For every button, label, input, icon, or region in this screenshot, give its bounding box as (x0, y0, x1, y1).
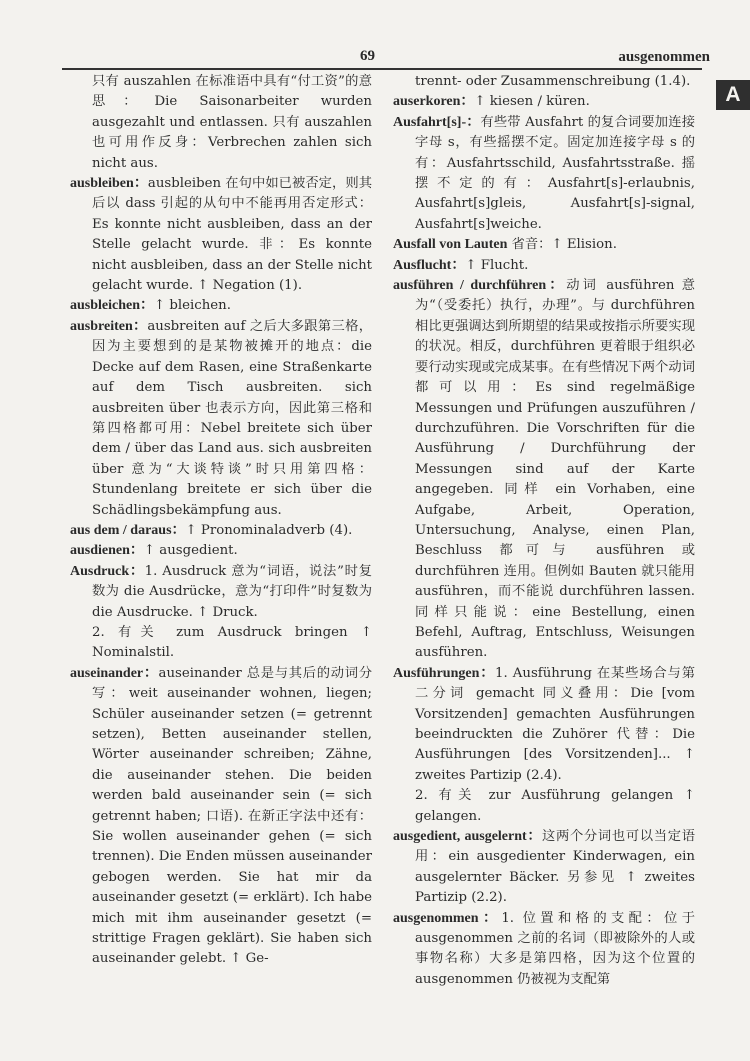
entry-ausgenommen (393, 909, 695, 991)
entry-text: ↑ kiesen / küren. (474, 94, 590, 110)
entry-text: 1. 位置和格的支配：位于 ausgenommen 之前的名词（即被除外的人或事物名称）大多是第四格，因为这个位置的 ausgenommen 仍被视为支配第 (415, 910, 695, 987)
entry-text: ausbleiben 在句中如已被否定，则其后以 dass 引起的从句中不能再用否定形式：Es konnte nicht ausbleiben, dass an der Stelle gelacht wurde. 非：Es konnte nicht ausbleiben, dass an der Stelle nicht gelacht wurde. ↑ Negation (1). (92, 176, 372, 294)
headword: Ausführungen： (393, 665, 496, 681)
entry-text: 1. Ausdruck 意为“词语，说法”时复数为 die Ausdrücke，意为“打印件”时复数为 die Ausdrucke. ↑ Druck. (92, 563, 372, 620)
entry-ausdruck (70, 562, 372, 623)
entry-auserkoren (393, 92, 695, 112)
entry-text: 有些带 Ausfahrt 的复合词要加连接字母 s，有些摇摆不定。固定加连接字母 s 的有：Ausfahrtsschild, Ausfahrtsstraße. 摇摆不定的有：Ausfahrt[s]-erlaubnis, Ausfahrt[s]gleis, Ausfahrt[s]-signal, Ausfahrt[s]weiche. (415, 114, 695, 232)
headword: Ausflucht： (393, 257, 466, 273)
entry-ausgedient (393, 827, 695, 909)
entry-ausfahrt (393, 113, 695, 235)
entry-text: 2. 有关 zum Ausdruck bringen ↑ Nominalstil. (92, 624, 372, 661)
entry-ausfuehren (393, 276, 695, 664)
entry-ausfuehrungen-sense-2 (393, 786, 695, 827)
entry-ausfuehrungen (393, 664, 695, 786)
headword: ausgenommen： (393, 910, 502, 926)
entry-ausbreiten (70, 317, 372, 521)
entry-text: ↑ ausgedient. (143, 543, 238, 559)
entry-text: ↑ bleichen. (154, 298, 231, 314)
entry-ausdruck-sense-2 (70, 623, 372, 664)
entry-auseinander (70, 664, 372, 970)
headword: Ausfahrt[s]-： (393, 114, 481, 130)
left-column (70, 72, 372, 970)
headword: auseinander： (70, 665, 159, 681)
entry-ausbleiben (70, 174, 372, 296)
entry-ge-continued (393, 72, 695, 92)
entry-text: ausbreiten auf 之后大多跟第三格，因为主要想到的是某物被摊开的地点：die Decke auf dem Rasen, eine Straßenkarte auf dem Tisch ausbreiten. sich ausbreiten über 也表示方向，因此第三格和第四格都可用：Nebel breitete sich über dem / über das Land aus. sich ausbreiten über 意为“大谈特谈”时只用第四格：Stundenlang breitete er sich über die Schädlingsbekämpfung aus. (92, 318, 372, 518)
entry-text: 2. 有关 zur Ausführung gelangen ↑ gelangen. (415, 788, 695, 824)
entry-text: 只有 auszahlen 在标准语中具有“付工资”的意思：Die Saisonarbeiter wurden ausgezahlt und entlassen. 只有 auszahlen 也可用作反身：Verbrechen zahlen sich nicht aus. (92, 74, 372, 171)
entry-text: 省音：↑ Elision. (507, 237, 617, 253)
entry-ausflucht (393, 256, 695, 276)
headword: ausbleichen： (70, 298, 155, 314)
headword: ausführen / durchführen： (393, 278, 567, 294)
entry-aus-dem (70, 521, 372, 541)
headword: ausbleiben： (70, 176, 148, 192)
thumb-index-tab: A (716, 80, 750, 110)
entry-text: trennt- oder Zusammenschreibung (1.4). (415, 74, 691, 89)
entry-text: 这两个分词也可以当定语用：ein ausgedienter Kinderwagen, ein ausgelernter Bäcker. 另参见 ↑ zweites Partizip (2.2). (415, 829, 695, 906)
entry-text: ↑ Flucht. (465, 257, 529, 273)
headword: auserkoren： (393, 94, 475, 110)
entry-ausbleichen (70, 296, 372, 316)
entry-text: 1. Ausführung 在某些场合与第二分词 gemacht 同义叠用：Die [vom Vorsitzenden] gemachten Ausführungen beeindruckten die Zuhörer 代替：Die Ausführungen [des Vorsitzenden]... ↑ zweites Partizip (2.4). (415, 665, 695, 783)
headword: ausbreiten： (70, 318, 148, 334)
headword: ausdienen： (70, 543, 144, 559)
entry-text: ↑ Pronominaladverb (4). (185, 522, 353, 538)
header-rule (62, 68, 702, 70)
entry-text: 动词 ausführen 意为“（受委托）执行，办理”。与 durchführen 相比更强调达到所期望的结果或按指示所要实现的状况。相反，durchführen 更着眼于组织必要行动实现或完成某事。在有些情况下两个动词都可以用：Es sind regelmäßige Messungen und Prüfungen auszuführen / durchzuführen. Die Vorschriften für die Ausführung / Durchführung der Messungen sind auf der Karte angegeben. 同样 ein Vorhaben, eine Aufgabe, Arbeit, Operation, Untersuchung, Analyse, einen Plan, Beschluss 都可与 ausführen 或 durchführen 连用。但例如 Bauten 就只能用 ausführen，而不能说 durchführen lassen. 同样只能说：eine Bestellung, einen Befehl, Auftrag, Entschluss, Weisungen ausführen. (415, 278, 695, 661)
entry-ausdienen (70, 541, 372, 561)
headword: ausgedient, ausgelernt： (393, 829, 543, 845)
right-column (393, 72, 695, 990)
headword: Ausdruck： (70, 563, 145, 579)
page-number: 69 (360, 48, 375, 64)
entry-text: auseinander 总是与其后的动词分写：weit auseinander wohnen, liegen; Schüler auseinander setzen (= getrennt setzen), Betten auseinander stellen, Wörter auseinander schreiben; Zähne, die auseinander stehen. Die beiden werden bald auseinander sein (= sich getrennt haben; 口语). 在新正字法中还有：Sie wollen auseinander gehen (= sich trennen). Die Enden müssen auseinander gebogen werden. Sie hat mir da auseinander gesetzt (= erklärt). Ich habe mich mit ihm auseinander gesetzt (= strittige Fragen geklärt). Sie haben sich auseinander gelebt. ↑ Ge- (92, 665, 372, 967)
headword: Ausfall von Lauten (393, 237, 508, 253)
running-head: ausgenommen (618, 49, 710, 65)
entry-ausfall-von-lauten (393, 235, 695, 255)
entry-auszahlen-continued (70, 72, 372, 174)
headword: aus dem / daraus： (70, 522, 186, 538)
